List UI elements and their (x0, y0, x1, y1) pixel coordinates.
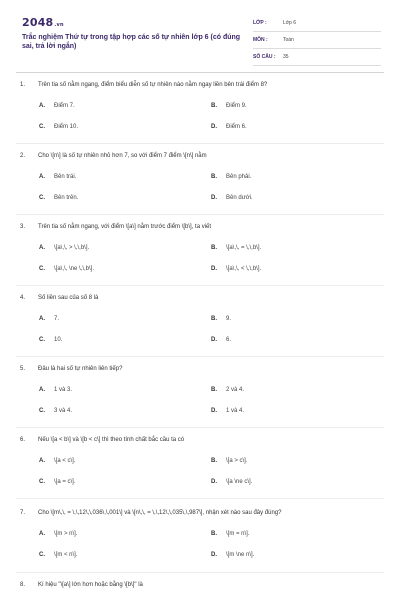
question-stem: 2. Cho \[n\] là số tự nhiên nhỏ hơn 7, so với điểm 7 điểm \[n\] nằm (20, 153, 207, 159)
option-d[interactable]: D. 1 và 4. (211, 408, 245, 414)
question-divider (16, 285, 384, 286)
question-divider (16, 143, 384, 144)
meta-label: MÔN : (253, 37, 268, 43)
option-a[interactable]: A. 1 và 3. (39, 387, 73, 393)
header-divider (16, 72, 384, 73)
option-c[interactable]: C. \[a\,\, \ne \,\,b\]. (39, 266, 95, 272)
meta-value: 35 (283, 54, 289, 60)
option-a[interactable]: A. \[m > n\]. (39, 531, 78, 537)
question-stem: 4. Số liền sau của số 8 là (20, 295, 99, 301)
option-c[interactable]: C. \[m < n\]. (39, 552, 78, 558)
meta-value: Toán (283, 37, 294, 43)
option-c[interactable]: C. Bên trên. (39, 195, 79, 201)
worksheet-header (0, 0, 400, 78)
meta-row-subject (253, 32, 381, 49)
option-d[interactable]: D. Điểm 6. (211, 124, 247, 130)
worksheet-title: Trắc nghiệm Thứ tự trong tập hợp các số tự nhiên lớp 6 (có đúng sai, trả lời ngắn) (22, 34, 241, 50)
option-b[interactable]: B. 2 và 4. (211, 387, 245, 393)
worksheet-meta (253, 15, 381, 66)
option-c[interactable]: C. Điểm 10. (39, 124, 79, 130)
option-a[interactable]: A. Bên trái. (39, 174, 77, 180)
question-stem: 6. Nếu \[a < b\] và \[b < c\] thì theo tính chất bắc cầu ta có (20, 437, 185, 443)
question-stem: 3. Trên tia số nằm ngang, với điểm \[a\] nằm trước điểm \[b\], ta viết (20, 224, 212, 230)
option-b[interactable]: B. Điểm 9. (211, 103, 247, 109)
site-logo[interactable]: 2048.vn (22, 16, 64, 29)
option-a[interactable]: A. Điểm 7. (39, 103, 75, 109)
meta-row-class (253, 15, 381, 32)
option-b[interactable]: B. \[m = n\]. (211, 531, 250, 537)
meta-row-count (253, 49, 381, 66)
meta-label: SỐ CÂU : (253, 54, 276, 60)
option-d[interactable]: D. Bên dưới. (211, 195, 253, 201)
option-d[interactable]: D. \[m \ne n\]. (211, 552, 255, 558)
option-a[interactable]: A. \[a < c\]. (39, 458, 76, 464)
question-stem: 7. Cho \[m\,\, = \,\,12\,\,036\,\,001\] và \[n\,\, = \,\,12\,\,035\,\,987\], nhận xét nào sau đây đúng? (20, 510, 282, 516)
option-b[interactable]: B. \[a > c\]. (211, 458, 248, 464)
option-d[interactable]: D. \[a\,\, < \,\,b\]. (211, 266, 262, 272)
option-b[interactable]: B. 9. (211, 316, 232, 322)
option-a[interactable]: A. \[a\,\, > \,\,b\]. (39, 245, 90, 251)
question-divider (16, 427, 384, 428)
question-stem: 1. Trên tia số nằm ngang, điểm biểu diễn số tự nhiên nào nằm ngay liền bên trái điểm 8? (20, 82, 268, 88)
question-divider (16, 214, 384, 215)
option-d[interactable]: D. \[a \ne c\]. (211, 479, 253, 485)
option-b[interactable]: B. \[a\,\, = \,\,b\]. (211, 245, 262, 251)
question-stem: 8. Kí hiệu "\[a\] lớn hơn hoặc bằng \[b\]" là (20, 582, 143, 588)
option-b[interactable]: B. Bên phải. (211, 174, 252, 180)
option-d[interactable]: D. 6. (211, 337, 232, 343)
question-divider (16, 572, 384, 573)
option-c[interactable]: C. 10. (39, 337, 63, 343)
meta-label: LỚP : (253, 20, 267, 26)
option-a[interactable]: A. 7. (39, 316, 60, 322)
question-stem: 5. Đâu là hai số tự nhiên liên tiếp? (20, 366, 123, 372)
meta-value: Lớp 6 (283, 20, 297, 26)
option-c[interactable]: C. 3 và 4. (39, 408, 73, 414)
question-divider (16, 356, 384, 357)
option-c[interactable]: C. \[a = c\]. (39, 479, 76, 485)
question-divider (16, 498, 384, 499)
